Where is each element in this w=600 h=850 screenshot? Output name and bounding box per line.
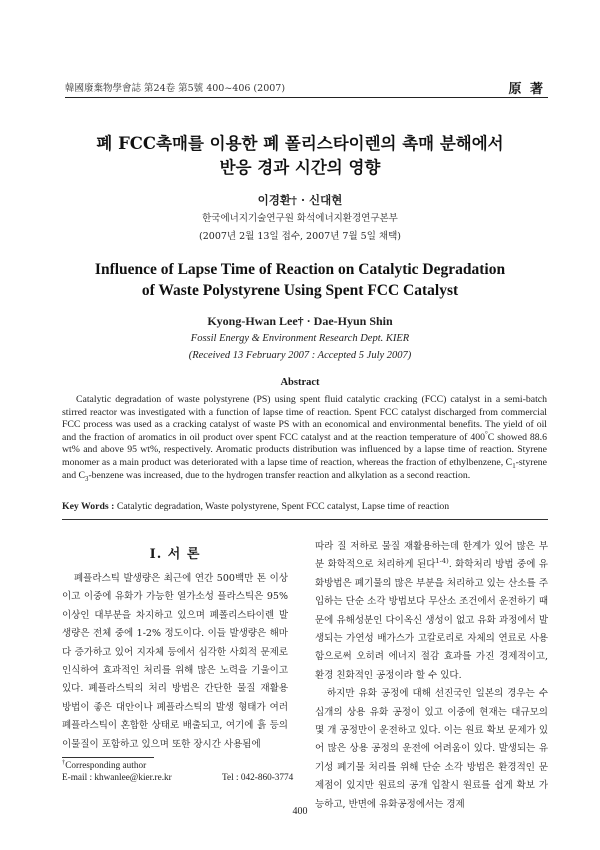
degree-sign: °	[485, 430, 488, 438]
keywords-label: Key Words :	[62, 501, 115, 512]
left-column-paragraph: 폐플라스틱 발생량은 최근에 연간 500백만 톤 이상이고 이중에 유화가 가능한 열가소성 플라스틱은 95% 이상인 대부분을 차지하고 있으며 폐폴리스타이렌 발생량은 전체 중에 1-2% 정도이다. 이들 발생량은 해마다 증가하고 있어 지자체 등에서 심각한 사회적 문제로 인식하여 효과적인 처리를 위해 많은 노력을 기울이고 있다. 폐플라스틱의 처리 방법은 간단한 물질 재활용 방법이 좋은 대안이나 폐플라스틱의 발생 형태가 여러 폐플라스틱이 혼합한 상태로 배출되고, 여기에 흙 등의 이물질이 포함하고 있으며 또한 장시간 사용됨에	[62, 573, 288, 750]
english-title-line-1: Influence of Lapse Time of Reaction on Catalytic Degradation	[94, 261, 506, 278]
body-rule	[62, 519, 548, 520]
english-affiliation: Fossil Energy & Environment Research Dept. KIER	[190, 333, 410, 344]
journal-citation: 韓國廢棄物學會誌 第24卷 第5號 400~406 (2007)	[65, 83, 286, 94]
page-number: 400	[292, 806, 308, 817]
header-rule	[65, 97, 548, 98]
telephone: Tel : 042-860-3774	[222, 773, 294, 783]
subscript-3: 3	[85, 475, 89, 483]
footnote	[62, 760, 302, 784]
right-column	[315, 538, 548, 814]
keywords-text: Catalytic degradation, Waste polystyrene, Spent FCC catalyst, Lapse time of reaction	[114, 501, 450, 512]
article-category: 原 著	[508, 82, 545, 97]
abstract-text-2: C showed 88.6 wt% and above 95 wt%, respectively. Aromatic products distribution was influenced by a lapse time of reaction. Styrene monomer as a main product was deteriorated with a lapse time of reaction, whereas the fraction of ethylbenzene, C	[62, 431, 547, 468]
korean-title-line-1: 폐 FCC촉매를 이용한 폐 폴리스타이렌의 촉매 분해에서	[96, 134, 504, 153]
korean-affiliation: 한국에너지기술연구원 화석에너지환경연구본부	[202, 213, 398, 224]
abstract-text-1: Catalytic degradation of waste polystyrene (PS) using spent fluid catalytic cracking (FCC) catalyst in a semi-batch stirred reactor was investigated with a function of lapse time of reaction. Spent FCC catalyst discharged from commercial FCC process was used as a cracking catalyst of waste PS with an economical and environmental benefits. The yield of oil and the fraction of aromatics in oil product over spent FCC catalyst and at the reaction temperature of 400	[62, 394, 547, 443]
section-title-introduction: I. 서 론	[149, 547, 201, 562]
english-dates: (Received 13 February 2007 : Accepted 5 July 2007)	[188, 350, 412, 361]
email-line: E-mail : khwanlee@kier.re.kr	[62, 773, 172, 783]
right-text-1a: 따라 질 저하로 물질 재활용하는데 한계가 있어 많은 부분 화학적으로 처리하게 된다	[315, 541, 548, 571]
abstract-text-3: -styrene and C	[62, 456, 547, 481]
running-header	[65, 80, 545, 96]
right-column-paragraph-2: 하지만 유화 공정에 대해 선진국인 일본의 경우는 수십개의 상용 유화 공정이 있고 이중에 현재는 대규모의 몇 개 공정만이 운전하고 있다. 이는 원료 확보 문제가 있어 많은 상용 공정의 운전에 어려움이 있다. 발생되는 유기성 폐기물 처리를 위해 단순 소각 방법은 환경적인 문제점이 있지만 원료의 공개 입찰시 원료를 쉽게 확보 가능하고, 반면에 유화공정에서는 경제	[315, 688, 548, 810]
korean-dates: (2007년 2월 13일 접수, 2007년 7월 5일 채택)	[199, 231, 401, 242]
footnote-rule	[62, 757, 154, 758]
abstract-body	[62, 394, 547, 482]
dagger-mark: †	[62, 758, 66, 766]
korean-authors: 이경환† · 신대현	[257, 193, 343, 207]
corresponding-author-label: Corresponding author	[65, 761, 147, 771]
right-column-paragraph-1	[315, 541, 548, 681]
abstract-text-4: -benzene was increased, due to the hydrogen transfer reaction and alkylation as a second reaction.	[88, 469, 471, 481]
korean-title-line-2: 반응 경과 시간의 영향	[219, 158, 381, 177]
abstract-heading: Abstract	[280, 377, 320, 388]
keywords	[62, 500, 547, 513]
corresponding-author-line	[62, 760, 302, 772]
english-title-line-2: of Waste Polystyrene Using Spent FCC Catalyst	[141, 282, 459, 299]
left-column	[62, 570, 288, 754]
subscript-1: 1	[512, 462, 516, 470]
right-text-1b: . 화학처리 방법 중에 유화방법은 폐기물의 많은 부분을 처리하고 있는 산소를 주입하는 단순 소각 방법보다 무산소 조건에서 운전하기 때문에 유해성분인 다이옥신 생성이 없고 유화 과정에서 발생되는 가연성 배가스가 고칼로리로 자체의 연료로 사용함으로써 오히려 에너지 절감 효과를 가진 경제적이고, 환경 친화적인 공정이라 할 수 있다.	[315, 559, 548, 681]
reference-marker: 1-4)	[435, 557, 449, 566]
english-authors: Kyong-Hwan Lee† · Dae-Hyun Shin	[207, 314, 393, 328]
